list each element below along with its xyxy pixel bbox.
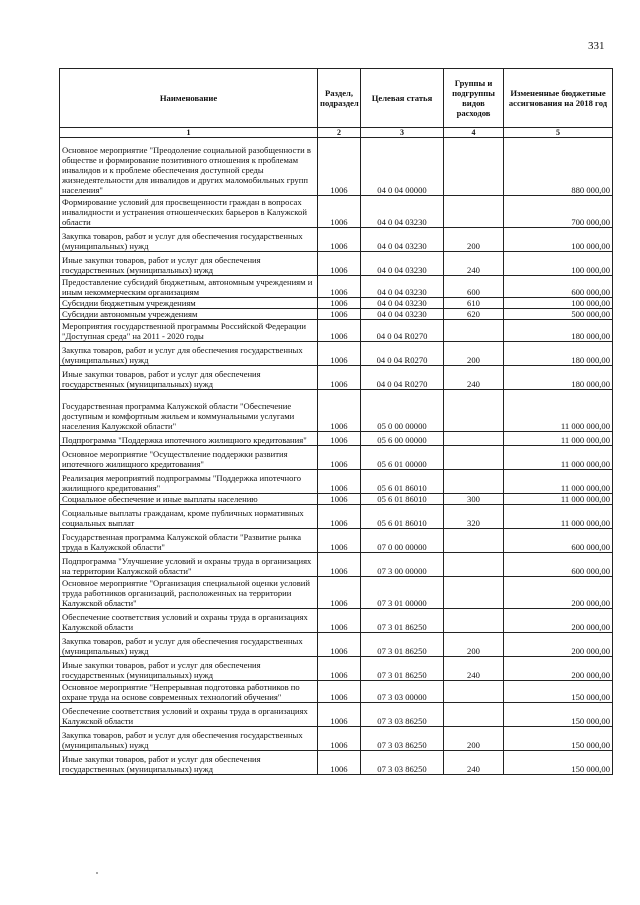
row-target: 07 3 03 86250	[361, 751, 444, 775]
row-group: 240	[444, 366, 504, 390]
table-row	[60, 577, 613, 609]
row-group	[444, 432, 504, 446]
row-target: 05 6 00 00000	[361, 432, 444, 446]
row-group: 240	[444, 657, 504, 681]
table-row	[60, 609, 613, 633]
row-group	[444, 390, 504, 432]
row-group	[444, 470, 504, 494]
row-group: 600	[444, 276, 504, 298]
row-name: Социальные выплаты гражданам, кроме публичных нормативных социальных выплат	[60, 505, 318, 529]
table-row	[60, 657, 613, 681]
row-amount: 150 000,00	[504, 703, 613, 727]
row-name: Субсидии автономным учреждениям	[60, 309, 318, 320]
row-name: Основное мероприятие "Преодоление социальной разобщенности в обществе и формирование позитивного отношения к проблемам инвалидов и к проблеме обеспечения доступной среды жизнедеятельности для инвалидов и других маломобильных групп населения"	[60, 138, 318, 196]
row-group	[444, 609, 504, 633]
column-number: 3	[361, 128, 444, 138]
row-section: 1006	[318, 577, 361, 609]
row-amount: 100 000,00	[504, 298, 613, 309]
row-target: 07 3 01 86250	[361, 657, 444, 681]
row-section: 1006	[318, 470, 361, 494]
column-number: 4	[444, 128, 504, 138]
row-target: 07 3 03 86250	[361, 727, 444, 751]
table-row	[60, 320, 613, 342]
row-amount: 700 000,00	[504, 196, 613, 228]
row-group: 200	[444, 228, 504, 252]
table-row	[60, 390, 613, 432]
table-row	[60, 681, 613, 703]
row-name: Основное мероприятие "Организация специальной оценки условий труда работников организаций, расположенных на территории Калужской области"	[60, 577, 318, 609]
row-section: 1006	[318, 751, 361, 775]
row-amount: 150 000,00	[504, 727, 613, 751]
row-group	[444, 703, 504, 727]
row-group	[444, 553, 504, 577]
row-target: 07 0 00 00000	[361, 529, 444, 553]
row-name: Обеспечение соответствия условий и охраны труда в организациях Калужской области	[60, 609, 318, 633]
row-section: 1006	[318, 681, 361, 703]
row-name: Иные закупки товаров, работ и услуг для обеспечения государственных (муниципальных) нужд	[60, 366, 318, 390]
table-body	[60, 138, 613, 775]
row-target: 05 6 01 86010	[361, 470, 444, 494]
row-section: 1006	[318, 252, 361, 276]
row-target: 04 0 04 03230	[361, 252, 444, 276]
row-target: 05 6 01 00000	[361, 446, 444, 470]
row-section: 1006	[318, 494, 361, 505]
table-row	[60, 366, 613, 390]
column-number: 1	[60, 128, 318, 138]
row-target: 05 0 00 00000	[361, 390, 444, 432]
row-amount: 200 000,00	[504, 657, 613, 681]
row-name: Закупка товаров, работ и услуг для обеспечения государственных (муниципальных) нужд	[60, 228, 318, 252]
page-number: 331	[588, 40, 605, 52]
table-row	[60, 470, 613, 494]
row-name: Иные закупки товаров, работ и услуг для обеспечения государственных (муниципальных) нужд	[60, 657, 318, 681]
row-group	[444, 529, 504, 553]
row-name: Обеспечение соответствия условий и охраны труда в организациях Калужской области	[60, 703, 318, 727]
row-amount: 600 000,00	[504, 553, 613, 577]
row-group	[444, 196, 504, 228]
header-name: Наименование	[60, 69, 318, 128]
row-amount: 180 000,00	[504, 320, 613, 342]
row-name: Подпрограмма "Поддержка ипотечного жилищного кредитования"	[60, 432, 318, 446]
row-group: 240	[444, 252, 504, 276]
row-section: 1006	[318, 342, 361, 366]
budget-table	[59, 68, 613, 775]
table-row	[60, 252, 613, 276]
row-name: Закупка товаров, работ и услуг для обеспечения государственных (муниципальных) нужд	[60, 342, 318, 366]
row-name: Социальное обеспечение и иные выплаты населению	[60, 494, 318, 505]
row-target: 04 0 04 03230	[361, 298, 444, 309]
row-target: 04 0 04 00000	[361, 138, 444, 196]
row-section: 1006	[318, 196, 361, 228]
row-amount: 200 000,00	[504, 577, 613, 609]
row-group: 320	[444, 505, 504, 529]
row-section: 1006	[318, 320, 361, 342]
row-target: 07 3 03 86250	[361, 703, 444, 727]
row-target: 07 3 03 00000	[361, 681, 444, 703]
row-name: Предоставление субсидий бюджетным, автономным учреждениям и иным некоммерческим организациям	[60, 276, 318, 298]
row-name: Основное мероприятие "Осуществление поддержки развития ипотечного жилищного кредитования"	[60, 446, 318, 470]
row-section: 1006	[318, 529, 361, 553]
row-name: Государственная программа Калужской области "Развитие рынка труда в Калужской области"	[60, 529, 318, 553]
row-amount: 11 000 000,00	[504, 494, 613, 505]
row-amount: 500 000,00	[504, 309, 613, 320]
row-group	[444, 138, 504, 196]
row-amount: 600 000,00	[504, 529, 613, 553]
row-target: 04 0 04 03230	[361, 276, 444, 298]
row-amount: 150 000,00	[504, 681, 613, 703]
row-target: 04 0 04 03230	[361, 309, 444, 320]
row-amount: 880 000,00	[504, 138, 613, 196]
row-section: 1006	[318, 609, 361, 633]
table-row	[60, 494, 613, 505]
row-target: 07 3 01 00000	[361, 577, 444, 609]
header-section: Раздел, подраздел	[318, 69, 361, 128]
row-group: 620	[444, 309, 504, 320]
row-target: 07 3 01 86250	[361, 633, 444, 657]
table-row	[60, 529, 613, 553]
table-row	[60, 309, 613, 320]
row-section: 1006	[318, 553, 361, 577]
row-group: 240	[444, 751, 504, 775]
row-target: 04 0 04 03230	[361, 196, 444, 228]
row-name: Реализация мероприятий подпрограммы "Поддержка ипотечного жилищного кредитования"	[60, 470, 318, 494]
row-amount: 100 000,00	[504, 228, 613, 252]
row-amount: 11 000 000,00	[504, 505, 613, 529]
row-name: Мероприятия государственной программы Российской Федерации "Доступная среда" на 2011 - 2020 годы	[60, 320, 318, 342]
row-amount: 11 000 000,00	[504, 390, 613, 432]
table-row	[60, 298, 613, 309]
table-row	[60, 703, 613, 727]
row-section: 1006	[318, 446, 361, 470]
column-number: 2	[318, 128, 361, 138]
row-amount: 200 000,00	[504, 633, 613, 657]
table-row	[60, 138, 613, 196]
row-section: 1006	[318, 366, 361, 390]
row-target: 04 0 04 R0270	[361, 320, 444, 342]
row-group: 200	[444, 633, 504, 657]
row-amount: 200 000,00	[504, 609, 613, 633]
row-target: 05 6 01 86010	[361, 494, 444, 505]
row-target: 04 0 04 R0270	[361, 366, 444, 390]
row-amount: 180 000,00	[504, 342, 613, 366]
table-row	[60, 727, 613, 751]
row-section: 1006	[318, 276, 361, 298]
row-section: 1006	[318, 432, 361, 446]
table-row	[60, 505, 613, 529]
row-amount: 100 000,00	[504, 252, 613, 276]
row-section: 1006	[318, 633, 361, 657]
table-row	[60, 633, 613, 657]
row-name: Закупка товаров, работ и услуг для обеспечения государственных (муниципальных) нужд	[60, 633, 318, 657]
row-name: Иные закупки товаров, работ и услуг для обеспечения государственных (муниципальных) нужд	[60, 751, 318, 775]
row-name: Формирование условий для просвещенности граждан в вопросах инвалидности и устранения отношенческих барьеров в Калужской области	[60, 196, 318, 228]
row-section: 1006	[318, 703, 361, 727]
row-target: 04 0 04 03230	[361, 228, 444, 252]
header-groups: Группы и подгруппы видов расходов	[444, 69, 504, 128]
row-section: 1006	[318, 309, 361, 320]
row-section: 1006	[318, 390, 361, 432]
row-name: Основное мероприятие "Непрерывная подготовка работников по охране труда на основе современных технологий обучения"	[60, 681, 318, 703]
row-target: 07 3 00 00000	[361, 553, 444, 577]
row-amount: 11 000 000,00	[504, 446, 613, 470]
header-target: Целевая статья	[361, 69, 444, 128]
row-group: 200	[444, 342, 504, 366]
row-group: 200	[444, 727, 504, 751]
row-group	[444, 446, 504, 470]
scan-speck	[96, 872, 98, 874]
row-amount: 600 000,00	[504, 276, 613, 298]
row-amount: 11 000 000,00	[504, 470, 613, 494]
header-row	[60, 69, 613, 128]
row-group	[444, 577, 504, 609]
table-row	[60, 432, 613, 446]
table-row	[60, 196, 613, 228]
table-row	[60, 751, 613, 775]
table-row	[60, 342, 613, 366]
row-section: 1006	[318, 727, 361, 751]
row-name: Государственная программа Калужской области "Обеспечение доступным и комфортным жильем и коммунальными услугами населения Калужской области"	[60, 390, 318, 432]
table-row	[60, 228, 613, 252]
row-section: 1006	[318, 505, 361, 529]
row-name: Иные закупки товаров, работ и услуг для обеспечения государственных (муниципальных) нужд	[60, 252, 318, 276]
header-amount: Измененные бюджетные ассигнования на 2018 год	[504, 69, 613, 128]
row-group	[444, 320, 504, 342]
row-group	[444, 681, 504, 703]
column-number-row	[60, 128, 613, 138]
row-group: 610	[444, 298, 504, 309]
row-amount: 180 000,00	[504, 366, 613, 390]
row-group: 300	[444, 494, 504, 505]
row-name: Закупка товаров, работ и услуг для обеспечения государственных (муниципальных) нужд	[60, 727, 318, 751]
row-amount: 150 000,00	[504, 751, 613, 775]
table-row	[60, 276, 613, 298]
row-section: 1006	[318, 298, 361, 309]
table-row	[60, 553, 613, 577]
row-section: 1006	[318, 138, 361, 196]
table-row	[60, 446, 613, 470]
column-number: 5	[504, 128, 613, 138]
row-section: 1006	[318, 657, 361, 681]
row-amount: 11 000 000,00	[504, 432, 613, 446]
row-name: Подпрограмма "Улучшение условий и охраны труда в организациях на территории Калужской области"	[60, 553, 318, 577]
row-target: 07 3 01 86250	[361, 609, 444, 633]
row-target: 05 6 01 86010	[361, 505, 444, 529]
row-target: 04 0 04 R0270	[361, 342, 444, 366]
row-section: 1006	[318, 228, 361, 252]
row-name: Субсидии бюджетным учреждениям	[60, 298, 318, 309]
